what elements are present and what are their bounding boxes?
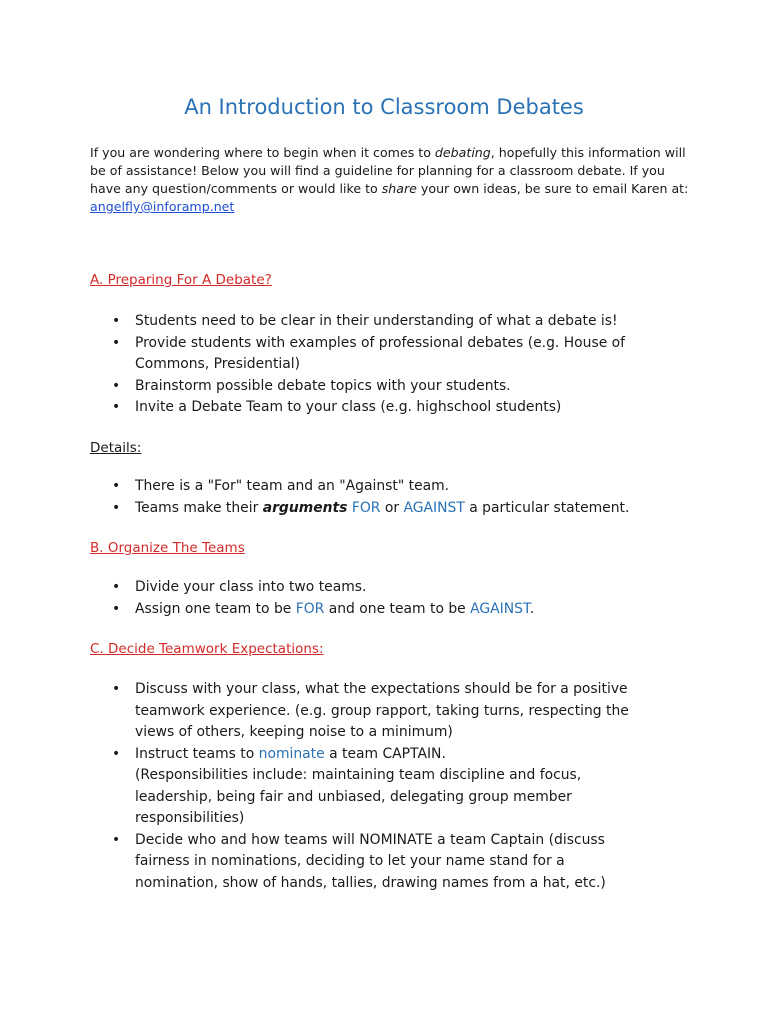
section-a-heading: A. Preparing For A Debate? (90, 272, 272, 288)
intro-paragraph (90, 144, 690, 216)
list-item (110, 498, 650, 520)
section-c-heading: C. Decide Teamwork Expectations: (90, 641, 324, 657)
section-c-list (110, 679, 650, 894)
keyword-nominate: nominate (258, 745, 325, 762)
section-b-text: . (529, 600, 535, 617)
intro-emphasis-share: share (381, 181, 417, 196)
list-item: • There is a "For" team and an "Against" team. (110, 476, 650, 498)
keyword-for: FOR (295, 600, 325, 617)
list-item: • Students need to be clear in their understanding of what a debate is! (110, 311, 650, 333)
list-item: • Divide your class into two teams. (110, 577, 650, 599)
keyword-against: AGAINST (403, 499, 465, 516)
list-item: • Brainstorm possible debate topics with your students. (110, 376, 650, 398)
intro-text-3: your own ideas, be sure to email Karen at: (416, 181, 689, 196)
document-title: An Introduction to Classroom Debates (184, 95, 584, 119)
email-link[interactable]: angelfly@inforamp.net (90, 199, 235, 214)
list-item: • Provide students with examples of professional debates (e.g. House of Commons, Presidential) (110, 333, 650, 376)
section-b-text: Assign one team to be (135, 600, 296, 617)
keyword-arguments: arguments (262, 499, 348, 516)
list-item: • Discuss with your class, what the expectations should be for a positive teamwork experience. (e.g. group rapport, taking turns, respecting the views of others, keeping noise to a minimum) (110, 679, 650, 744)
list-item (110, 599, 650, 621)
keyword-against: AGAINST (470, 600, 530, 617)
details-list (110, 476, 650, 519)
intro-emphasis-debating: debating (434, 145, 491, 160)
section-c-text: Instruct teams to (135, 745, 259, 762)
section-a-list (110, 311, 650, 419)
list-item: • Invite a Debate Team to your class (e.g. highschool students) (110, 397, 650, 419)
section-b-list (110, 577, 650, 620)
section-b-heading: B. Organize The Teams (90, 540, 245, 556)
details-text: Teams make their (135, 499, 263, 516)
details-text: or (380, 499, 404, 516)
keyword-for: FOR (351, 499, 381, 516)
list-item: • Decide who and how teams will NOMINATE a team Captain (discuss fairness in nominations, deciding to let your name stand for a nomination, show of hands, tallies, drawing names from a hat, etc.) (110, 830, 650, 895)
intro-text-2: , hopefully this information will be of assistance! Below you will find a guideline for planning for a classroom debate. If you have any question/comments or would like to (90, 145, 686, 196)
responsibilities-text: (Responsibilities include: maintaining team discipline and focus, leadership, being fair and unbiased, delegating group member responsibilities) (135, 767, 582, 826)
details-heading: Details: (90, 440, 142, 456)
intro-text-1: If you are wondering where to begin when it comes to (90, 145, 435, 160)
section-b-text: and one team to be (324, 600, 471, 617)
details-text: a particular statement. (464, 499, 630, 516)
list-item (110, 744, 650, 830)
section-c-text: a team CAPTAIN. (324, 745, 446, 762)
